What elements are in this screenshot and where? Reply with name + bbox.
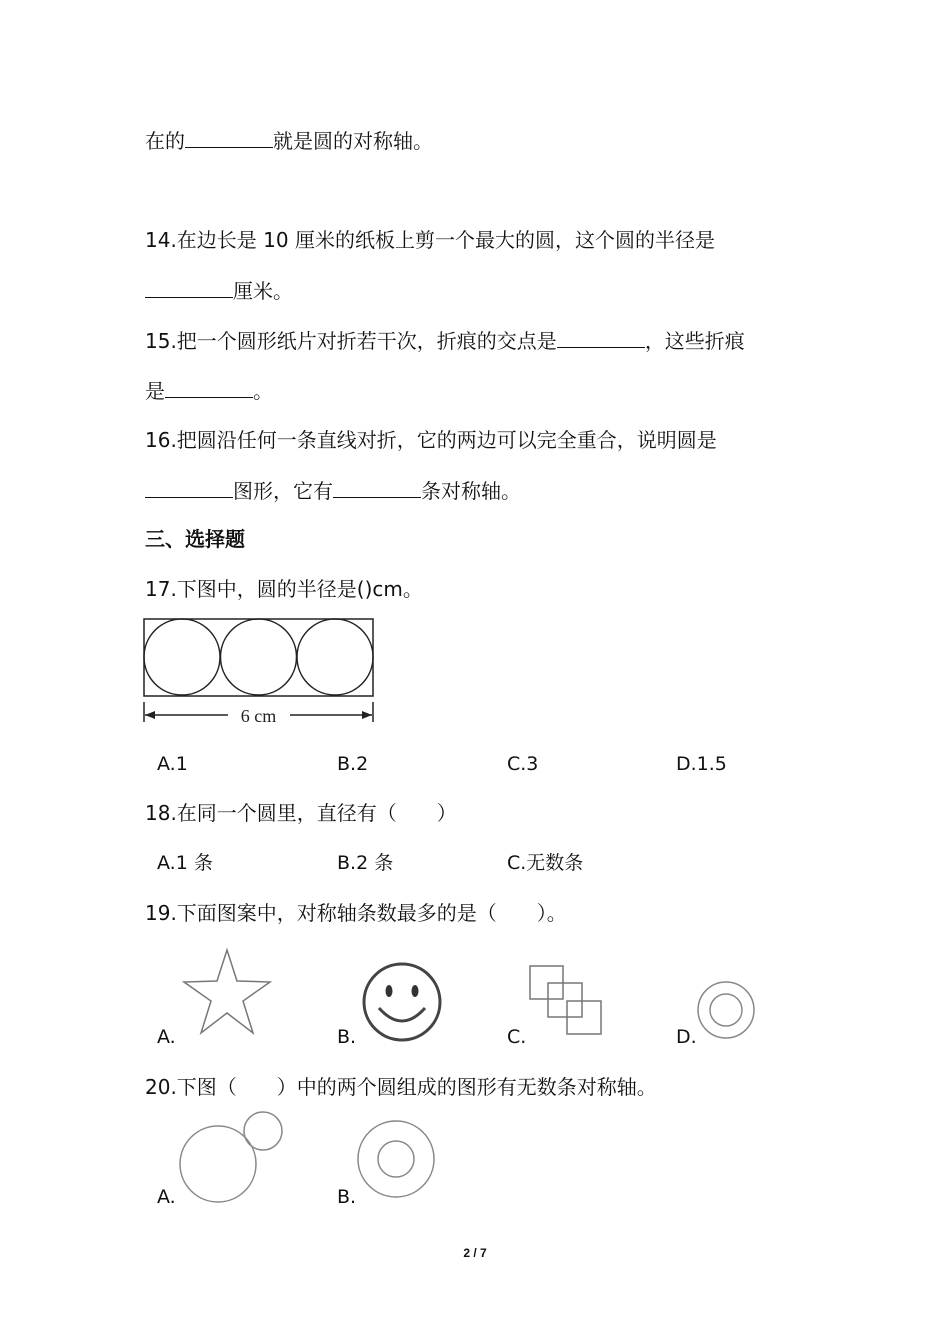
rectangle-shape xyxy=(144,619,373,696)
option-a[interactable]: A. xyxy=(157,1026,176,1048)
question-14 xyxy=(145,227,715,253)
overlapping-squares-figure xyxy=(526,962,606,1038)
right-eye xyxy=(412,985,419,997)
text-fragment: 是 xyxy=(145,379,165,403)
text-fragment: 。 xyxy=(253,379,273,403)
option-a[interactable]: A.1 xyxy=(157,753,188,775)
option-d[interactable]: D. xyxy=(676,1026,697,1048)
question-text: 14.在边长是 10 厘米的纸板上剪一个最大的圆，这个圆的半径是 xyxy=(145,228,715,252)
question-15 xyxy=(145,327,745,354)
section-heading: 三、选择题 xyxy=(145,527,245,551)
option-a[interactable]: A.1 条 xyxy=(157,852,213,874)
text-line xyxy=(145,127,433,154)
left-eye xyxy=(386,985,393,997)
text-fragment: 就是圆的对称轴。 xyxy=(273,129,433,153)
smile-mouth xyxy=(379,1008,425,1021)
answer-blank[interactable] xyxy=(185,127,273,148)
question-15-continued xyxy=(145,377,273,404)
question-20: 20.下图（ ）中的两个圆组成的图形有无数条对称轴。 xyxy=(145,1075,657,1099)
arrowhead-left xyxy=(145,711,155,719)
answer-blank[interactable] xyxy=(145,277,233,298)
text-fragment: 图形，它有 xyxy=(233,479,333,503)
outer-circle xyxy=(358,1121,434,1197)
small-circle xyxy=(244,1112,282,1150)
option-c[interactable]: C. xyxy=(507,1026,527,1048)
question-16 xyxy=(145,427,717,453)
text-fragment: ，这些折痕 xyxy=(644,329,745,353)
outer-circle xyxy=(698,982,754,1038)
question-18: 18.在同一个圆里，直径有（ ） xyxy=(145,801,457,825)
option-c[interactable]: C.无数条 xyxy=(507,852,584,874)
question-17: 17.下图中，圆的半径是()cm。 xyxy=(145,577,423,601)
answer-blank[interactable] xyxy=(333,477,421,498)
circle-shape xyxy=(221,619,297,695)
square-shape xyxy=(548,983,582,1017)
text-fragment: 条对称轴。 xyxy=(421,479,521,503)
smiley-face-figure xyxy=(360,960,446,1046)
option-a[interactable]: A. xyxy=(157,1186,176,1208)
circle-shape xyxy=(144,619,220,695)
answer-blank[interactable] xyxy=(165,377,253,398)
answer-blank[interactable] xyxy=(557,327,645,348)
text-fragment: 厘米。 xyxy=(233,279,293,303)
arrowhead-right xyxy=(362,711,372,719)
three-circles-figure xyxy=(140,616,380,728)
concentric-circles-figure xyxy=(694,978,758,1042)
question-text: 15.把一个圆形纸片对折若干次，折痕的交点是 xyxy=(145,329,557,353)
circle-shape xyxy=(297,619,373,695)
option-d[interactable]: D.1.5 xyxy=(676,753,727,775)
concentric-circles-figure xyxy=(354,1117,438,1201)
star-figure xyxy=(180,946,274,1038)
question-16-continued xyxy=(145,477,521,504)
option-b[interactable]: B.2 条 xyxy=(337,852,394,874)
answer-blank[interactable] xyxy=(145,477,233,498)
face-circle xyxy=(364,964,440,1040)
star-shape xyxy=(184,950,270,1033)
option-b[interactable]: B.2 xyxy=(337,753,369,775)
question-14-continued xyxy=(145,277,293,304)
option-c[interactable]: C.3 xyxy=(507,753,539,775)
text-fragment: 在的 xyxy=(145,129,185,153)
question-text: 16.把圆沿任何一条直线对折，它的两边可以完全重合，说明圆是 xyxy=(145,428,717,452)
dimension-label: 6 cm xyxy=(240,706,277,726)
inner-circle xyxy=(378,1141,414,1177)
two-separate-circles-figure xyxy=(176,1108,288,1208)
question-19: 19.下面图案中，对称轴条数最多的是（ ）。 xyxy=(145,901,567,925)
option-b[interactable]: B. xyxy=(337,1026,357,1048)
page-number: 2 / 7 xyxy=(463,1246,487,1260)
inner-circle xyxy=(710,994,742,1026)
option-b[interactable]: B. xyxy=(337,1186,357,1208)
